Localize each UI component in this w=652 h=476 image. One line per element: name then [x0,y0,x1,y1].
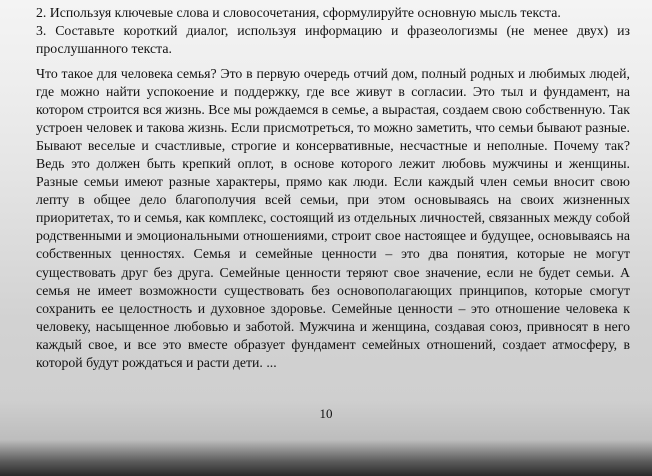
page-number: 10 [319,406,333,421]
listening-text: Что такое для человека семья? Это в первую очередь отчий дом, полный родных и любимых людей, где можно найти успокоение и поддержку, где все живут в согласии. Это тыл и фундамент, на котором строится вся жизнь. Все мы рождаемся в семье, а вырастая, создаем свою собственную. Так устроен человек и такова жизнь. Если присмотреться, то можно заметить, что семьи бывают разные. Бывают веселые и счастливые, строгие и консервативные, несчастные и неполные. Почему так? Ведь это должен быть крепкий оплот, в основе которого лежит любовь мужчины и женщины. Разные семьи имеют разные характеры, прямо как люди. Если каждый член семьи вносит свою лепту в общее дело благополучия всей семьи, при этом основываясь на своих жизненных приоритетах, то и семья, как комплекс, состоящий из отдельных личностей, связанных между собой родственными и эмоциональными отношениями, строит свое настоящее и будущее, основываясь на собственных ценностях. Семья и семейные ценности – это два понятия, которые не могут существовать друг без друга. Семейные ценности теряют свое значение, если не будет семьи. А семья не имеет возможности существовать без основополагающих принципов, которые смогут сохранить ее целостность и духовное здоровье. Семейные ценности – это отношение человека к человеку, насыщенное любовью и заботой. Мужчина и женщина, создавая союз, привносят в него каждый свое, и все это вместе образует фундамент семейных отношений, создает атмосферу, в которой будут рождаться и расти дети. ... [36,66,630,370]
task-list [36,4,630,58]
task-item-2: 2. Используя ключевые слова и словосочетания, сформулируйте основную мысль текста. [36,5,561,20]
task-item-3: 3. Составьте короткий диалог, используя информацию и фразеологизмы (не менее двух) из прослушанного текста. [36,23,630,56]
